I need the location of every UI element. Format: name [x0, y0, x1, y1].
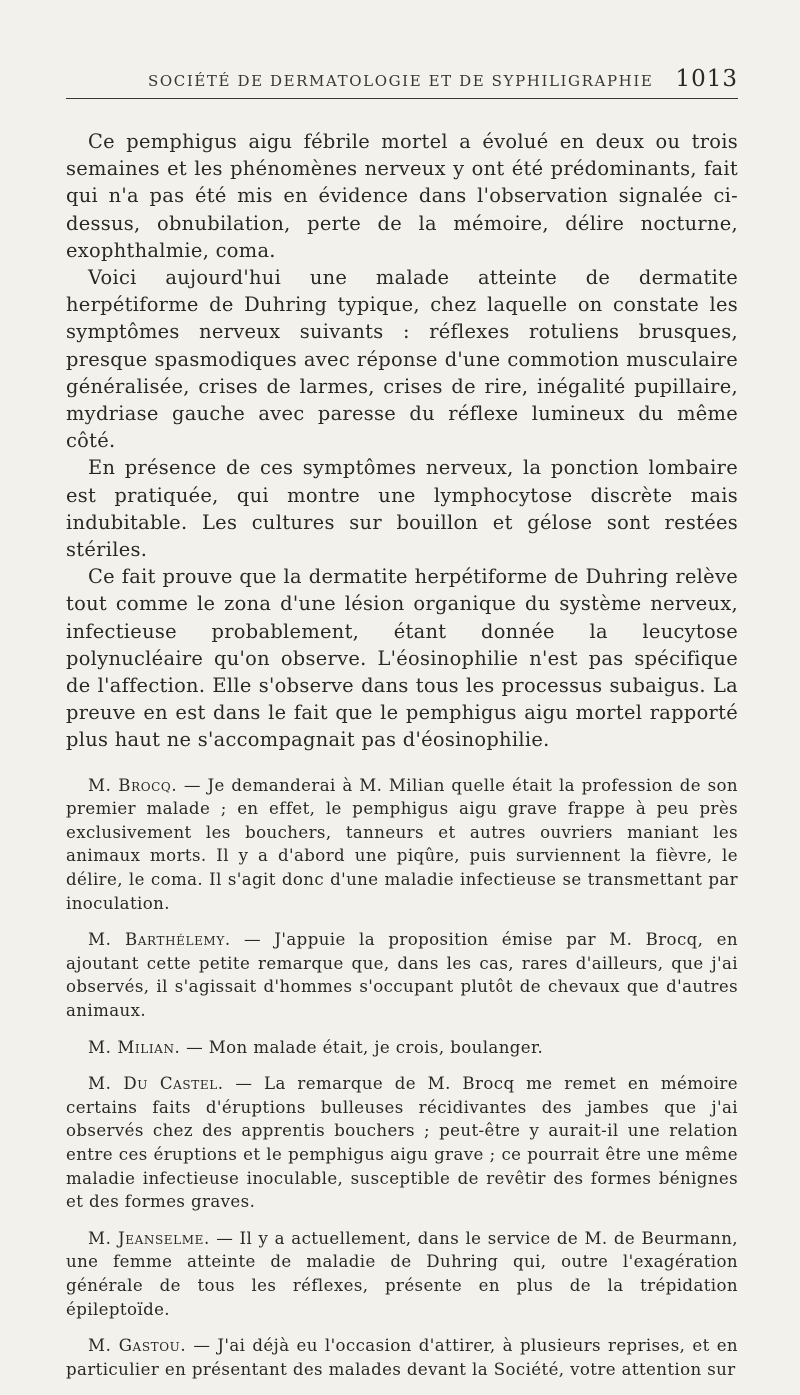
speaker-name: M. Jeanselme. [88, 1228, 210, 1248]
paragraph: Voici aujourd'hui une malade atteinte de dermatite herpétiforme de Duhring typique, chez laquelle on constate les symptômes nerveux suivants : réflexes rotuliens brusques, presque spasmodiques avec réponse d'une commotion musculaire généralisée, crises de larmes, crises de rire, inégalité pupillaire, mydriase gauche avec paresse du réflexe lumineux du même côté. [66, 266, 738, 453]
speaker-name: M. Barthélemy. [88, 930, 231, 950]
main-text [66, 128, 738, 754]
discussion-entry [66, 1334, 738, 1381]
remark-text: — La remarque de M. Brocq me remet en mémoire certains faits d'éruptions bulleuses récidivantes des jambes que j'ai observés chez des apprentis bouchers ; peut-être y aurait-il une relation entre ces éruptions et le pemphigus aigu grave ; ce pourrait être une même maladie infectieuse inoculable, susceptible de revêtir des formes bénignes et des formes graves. [66, 1074, 738, 1212]
discussion-section [66, 774, 738, 1382]
paragraph: Ce pemphigus aigu fébrile mortel a évolué en deux ou trois semaines et les phénomènes nerveux y ont été prédominants, fait qui n'a pas été mis en évidence dans l'observation signalée ci-dessus, obnubilation, perte de la mémoire, délire nocturne, exophthalmie, coma. [66, 130, 738, 262]
speaker-name: M. Gastou. [88, 1336, 187, 1356]
discussion-entry [66, 1227, 738, 1321]
speaker-name: M. Brocq. [88, 775, 178, 795]
discussion-entry [66, 1036, 738, 1060]
remark-text: — J'ai déjà eu l'occasion d'attirer, à plusieurs reprises, et en particulier en présentant des malades devant la Société, votre attention sur [66, 1336, 738, 1379]
remark-text: — Il y a actuellement, dans le service de M. de Beurmann, une femme atteinte de maladie de Duhring qui, outre l'exagération générale de tous les réflexes, présente en plus de la trépidation épileptoïde. [66, 1228, 738, 1319]
paragraph: En présence de ces symptômes nerveux, la ponction lombaire est pratiquée, qui montre une lymphocytose discrète mais indubitable. Les cultures sur bouillon et gélose sont restées stériles. [66, 456, 738, 562]
remark-text: — J'appuie la proposition émise par M. Brocq, en ajoutant cette petite remarque que, dans les cas, rares d'ailleurs, que j'ai observés, il s'agissait d'hommes s'occupant plutôt de chevaux que d'autres animaux. [66, 930, 738, 1021]
book-page [66, 62, 738, 1394]
discussion-entry [66, 928, 738, 1022]
discussion-entry [66, 1072, 738, 1214]
page-header [66, 62, 738, 99]
remark-text: — Mon malade était, je crois, boulanger. [186, 1037, 544, 1057]
discussion-entry [66, 774, 738, 916]
running-title: SOCIÉTÉ DE DERMATOLOGIE ET DE SYPHILIGRAPHIE [148, 72, 654, 90]
speaker-name: M. Du Castel. [88, 1074, 224, 1094]
page-number: 1013 [675, 66, 738, 92]
speaker-name: M. Milian. [88, 1037, 181, 1057]
paragraph: Ce fait prouve que la dermatite herpétiforme de Duhring relève tout comme le zona d'une lésion organique du système nerveux, infectieuse probablement, étant donnée la leucytose polynucléaire qu'on observe. L'éosinophilie n'est pas spécifique de l'affection. Elle s'observe dans tous les processus subaigus. La preuve en est dans le fait que le pemphigus aigu mortel rapporté plus haut ne s'accompagnait pas d'éosinophilie. [66, 565, 738, 752]
remark-text: — Je demanderai à M. Milian quelle était la profession de son premier malade ; en effet, le pemphigus aigu grave frappe à peu près exclusivement les bouchers, tanneurs et autres ouvriers maniant les animaux morts. Il y a d'abord une piqûre, puis surviennent la fièvre, le délire, le coma. Il s'agit donc d'une maladie infectieuse se transmettant par inoculation. [66, 775, 738, 913]
